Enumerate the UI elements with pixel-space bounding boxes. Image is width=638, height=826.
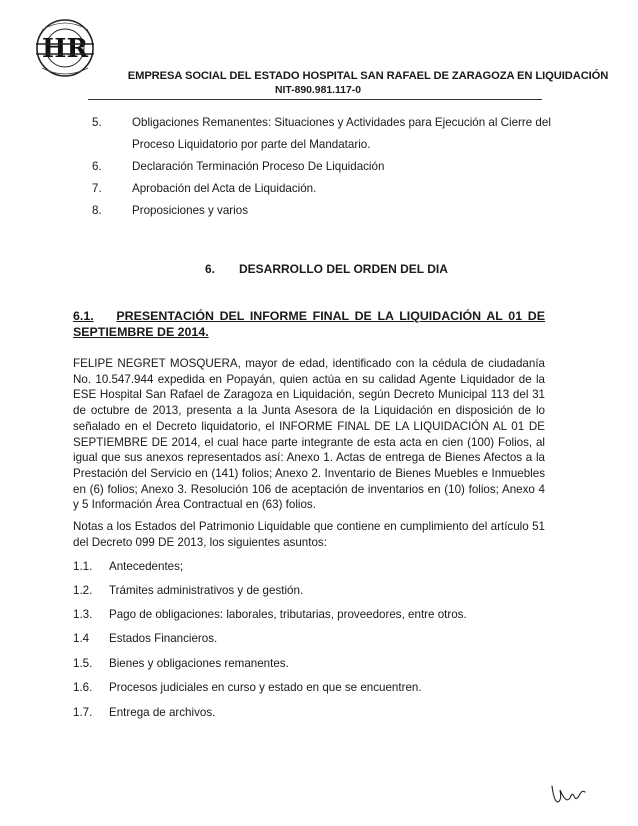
header-nit: NIT-890.981.117-0 [274, 85, 362, 96]
agenda-text: Declaración Terminación Proceso De Liquidación [132, 160, 385, 173]
list-text: Procesos judiciales en curso y estado en que se encuentren. [109, 681, 422, 694]
subsection-title: PRESENTACIÓN DEL INFORME FINAL DE LA LIQUIDACIÓN AL 01 DE SEPTIEMBRE DE 2014. [73, 309, 545, 339]
agenda-number: 7. [92, 182, 102, 195]
hospital-logo [20, 14, 110, 84]
agenda-text: Proposiciones y varios [132, 204, 248, 217]
logo-letters: HR [41, 34, 89, 64]
list-number: 1.4 [73, 632, 90, 645]
list-text: Bienes y obligaciones remanentes. [109, 657, 289, 670]
list-number: 1.2. [73, 584, 93, 597]
body-paragraph: Notas a los Estados del Patrimonio Liquidable que contiene en cumplimiento del artículo 51 del Decreto 099 DE 2013, los siguientes asuntos: [73, 520, 545, 549]
section-title: DESARROLLO DEL ORDEN DEL DIA [239, 262, 448, 276]
agenda-number: 5. [92, 116, 102, 129]
list-text: Pago de obligaciones: laborales, tributarias, proveedores, entre otros. [109, 608, 467, 621]
list-text: Antecedentes; [109, 560, 184, 573]
agenda-text: Aprobación del Acta de Liquidación. [132, 182, 317, 195]
header-divider [88, 99, 542, 100]
header-title: EMPRESA SOCIAL DEL ESTADO HOSPITAL SAN RAFAEL DE ZARAGOZA EN LIQUIDACIÓN [127, 70, 609, 82]
subsection-heading [73, 308, 545, 340]
agenda-number: 6. [92, 160, 102, 173]
list-number: 1.6. [73, 681, 93, 694]
list-number: 1.3. [73, 608, 93, 621]
agenda-text: Obligaciones Remanentes: Situaciones y Actividades para Ejecución al Cierre del [132, 116, 551, 129]
agenda-text-cont: Proceso Liquidatorio por parte del Mandatario. [132, 138, 371, 151]
list-text: Entrega de archivos. [109, 706, 216, 719]
list-text: Estados Financieros. [109, 632, 218, 645]
list-number: 1.1. [73, 560, 93, 573]
list-text: Trámites administrativos y de gestión. [109, 584, 304, 597]
agenda-number: 8. [92, 204, 102, 217]
handwritten-initials [548, 780, 588, 810]
section-number: 6. [205, 262, 216, 276]
subsection-number: 6.1. [73, 309, 94, 323]
list-number: 1.7. [73, 706, 93, 719]
body-paragraph: FELIPE NEGRET MOSQUERA, mayor de edad, identificado con la cédula de ciudadanía No. 10.547.944 expedida en Popayán, quien actúa en su calidad Agente Liquidador de la ESE Hospital San Rafael de Zaragoza en Liquidación, según Decreto Municipal 113 del 31 de octubre de 2013, presenta a la Junta Asesora de la Liquidación en disposición de lo señalado en el Decreto liquidatorio, el INFORME FINAL DE LA LIQUIDACIÓN AL 01 DE SEPTIEMBRE DE 2014, el cual hace parte integrante de esta acta en cien (100) Folios, al igual que sus anexos representados así: Anexo 1. Actas de entrega de Bienes Afectos a la Prestación del Servicio en (141) folios; Anexo 2. Inventario de Bienes Muebles e Inmuebles en (6) folios; Anexo 3. Resolución 106 de aceptación de inventarios en (10) folios; Anexo 4 y 5 Información Área Contractual en (63) folios. [73, 357, 545, 512]
list-number: 1.5. [73, 657, 93, 670]
